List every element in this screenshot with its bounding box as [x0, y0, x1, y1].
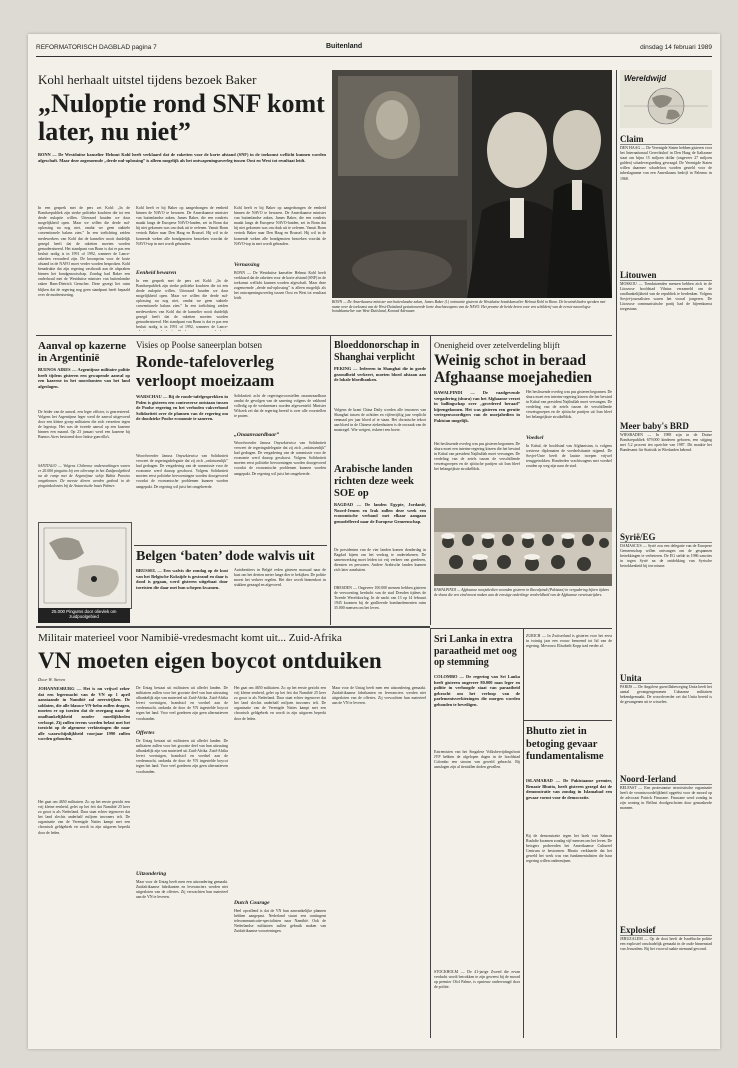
kohl-body-col3b: BONN — De Westduitse kanselier Helmut Kohl heeft verklaard dat de raketten voor de korte afstand (SNF) in de toekomst wellicht kunnen worden afgeschaft. Maar deze zogenoemde „derde nul-oplossing” is alleen mogelijk als het ontwapeningsoverleg tussen Oost en West tot resultaat leidt. [234, 271, 326, 301]
wereldwijd-item-text: BELFAST — Een protestantse terroristische organisatie heeft de verantwoordelijkheid opgeëist voor de moord op de advocaat Patrick Finucane. Finucane werd zondag in zijn woning in Belfast doodgeschoten door gemaskerde mannen. [620, 786, 712, 811]
srilanka-lead: COLOMBO — De regering van Sri Lanka heeft gisteren ongeveer 80.000 man leger en politie in verhoogde staat van paraatheid gebracht om het verloop van de parlementsverkiezingen die morgen worden gehouden te beveiligen. [434, 674, 520, 707]
wereldwijd-item-heading: Explosief [620, 925, 712, 936]
wereldwijd-item-text: JERUZALEM — Op de dooi heeft de Israëlische politie een explosief onschadelijk gemaakt in de oude binnenstad van Jeruzalem. Bij het voorval raakte niemand gewond. [620, 937, 712, 952]
bhutto-rule [524, 720, 612, 721]
namibie-body-col4: Maar voor de Untag heeft men een uitzondering gemaakt. Zuidafrikaanse fabrikanten en leveranciers werden niet uitgesloten van de offertes. Zij verwachten hun materieel aan de VN te leveren. [332, 686, 426, 706]
shanghai-body: Volgens de krant China Daily worden alle inwoners van Shanghai tussen de achttien en vijfenvijftig jaar verplicht eenmaal per jaar bloed af te staan. Het chronische tekort aan bloed in de Chinese ziekenhuizen is de oorzaak van de maatregel. Wie weigert, riskeert een boete. [334, 408, 426, 433]
afghan-body-col2b: In Kabul, de hoofdstad van Afghanistan, is volgens westerse diplomaten de voedselsituatie nijpend. De Sovjet-Unie heeft de laatste troepen vrijwel teruggetrokken. Honderden vrachtwagens met voedsel zouden op weg zijn naar de stad. [526, 444, 612, 469]
afghan-body-col1: Het beslissende overleg was pas gisteren begonnen. De shura moet een interim-regering kiezen die het bewind in Kabul van president Najibullah moet vervangen. De verdeling van de zetels tussen de verschillende verzetsgroepen en de sjiitische partijen uit Iran bleef het belangrijkste struikelblok. [434, 442, 520, 472]
kohl-body-col2b: In een gesprek met de pers zei Kohl: „In de Bondsrepubliek zijn sterke politieke krachten die tot een derde nuloptie willen. Uiteraard houden we daar mogelijkheid open. Maar we willen die derde nul-oplossing nu nog niet, omdat we geen stabiele conventionele balans zien.” In een toelichting zeiden medewerkers van Kohl dat de kanselier nooit duidelijk gezegd heeft dat de raketten moeten worden gemoderniseerd. Het standpunt van Bonn is dat er pas een besluit nodig is in 1991 of 1992, wanneer de Lance- [136, 279, 228, 329]
argentinie-headline: Aanval op kazerne in Argentinië [38, 340, 126, 364]
shura-photo-caption: RAWALPINDI — Afghaanse moejahedien woonden gisteren in Rawalpindi (Pakistan) in vergadering bijeen tijdens de shura die een eind moest maken aan de ernstige onderlinge verdeeldheid van de Afghaanse verzetsstrijders. [434, 588, 609, 597]
ronde-body-col2: Solidariteit acht de regeringsvoorstellen onaanvaardbaar omdat de gevolgen van de sanering volgens de vakbond volledig op de werknemers worden afgewenteld. Minister Wilczek zei dat de regering bereid is over alle voorstellen te praten. [234, 394, 326, 419]
wereldwijd-item-heading: Meer baby's BRD [620, 421, 712, 432]
namibie-subhead-dutch: Dutch Courage [234, 900, 270, 906]
section-title: Buitenland [326, 43, 363, 50]
namibie-body-col2b: De Untag bestaat uit militairen uit allerlei landen. De militairen zullen voor het grootste deel van hun uitrusting afhankelijk zijn van materieel uit Zuid-Afrika. Zuid-Afrika levert voertuigen, brandstof en voedsel aan de vredesmacht, ondanks de door de VN ingestelde boycot tegen het land. Voor veel goederen zijn geen alternatieven voorhanden. [136, 739, 228, 774]
belgen-body: Autobezitters in België reden gisteren massaal naar de kust om het dertien meter lange dier te bekijken. De politie moest het verkeer regelen. Het dier wordt binnenkort in stukken gezaagd en afgevoerd. [234, 568, 326, 588]
col-divider-4 [523, 628, 524, 1038]
ronde-headline: Ronde-tafeloverleg verloopt moeizaam [136, 352, 275, 390]
wereldwijd-item [620, 673, 712, 771]
wereldwijd-title: Wereldwijd [624, 74, 667, 83]
afghan-lead: RAWALPINDI — De raadgevende vergadering (shura) van het Afghaanse verzet in ballingschap over „gecedeerd beraad” bijeengekomen. Het was gisteren een geruite vertegenwoordigers van de moejahedien in Pakistan mogelijk. [434, 390, 520, 423]
ronde-kicker: Visies op Poolse saneerplan botsen [136, 340, 262, 350]
kohl-baker-photo [332, 70, 612, 298]
shanghai-lead: PEKING — Iedereen in Shanghai die in goede gezondheid verkeert, moeten bloed afstaan aan de lokale bloedbanken. [334, 366, 426, 383]
bhutto-lead: ISLAMABAD — De Pakistaanse premier, Benazir Bhutto, heeft gisteren gezegd dat de demonstratie van zondag in Islamabad een gevaar vormt voor de democratie. [526, 778, 612, 800]
namibie-subhead-uitzondering: Uitzondering [136, 871, 167, 877]
page-header [36, 44, 712, 57]
kohl-body-col1: In een gesprek met de pers zei Kohl: „In de Bondsrepubliek zijn sterke politieke krachten die tot een derde nuloptie willen. Uiteraard houden we daar mogelijkheid open. Maar we willen die derde nul-oplossing nu nog niet, omdat we geen stabiele conventionele balans zien.” In een toelichting zeiden medewerkers van Kohl dat de kanselier nooit duidelijk gezegd heeft dat de raketten moeten worden gemoderniseerd. Het standpunt van Bonn is dat er pas een besluit nodig is in 1991 of 1992, wanneer de Lance-raketten verouderd zijn. De kroonprins voor de korte afstand in de NAVO moet verder worden besproken. Kohl benadrukte dat zijn regering vasthoudt aan de afspraken binnen het bondgenootschap. Zondag had Baker een onderhoud met de Westduitse minister van buitenlandse zaken Hans-Dietrich Genscher. Deze gezegt liet ruim blijken dat de regering nog geen standpunt heeft bepaald over de modernisering. [38, 206, 130, 297]
kohl-kicker: Kohl herhaalt uitstel tijdens bezoek Baker [38, 72, 257, 87]
afghan-headline: Weinig schot in beraad Afghaanse moejahedien [434, 352, 593, 386]
wereldwijd-item-text: DEN HAAG — De Verenigde Staten hebben gisteren voor het Internationaal Gerechtshof in Den Haag de Italiaanse staat om bijna 15 miljoen dollar (ongeveer 27 miljoen gulden) schadevergoeding gevraagd. De Verenigde Staten willen daarmee schadeloos worden gesteld voor de inbeslagname van een Amerikaans bedrijf in Palermo in 1968. [620, 146, 712, 181]
wereldwijd-item [620, 134, 712, 267]
namibie-body-col2c: Maar voor de Untag heeft men een uitzondering gemaakt. Zuidafrikaanse fabrikanten en leveranciers werden niet uitgesloten van de offertes. Zij verwachten hun materieel aan de VN te leveren. [136, 880, 228, 900]
ronde-body-col2b: Woordvoerder Janusz Onyszkiewicz van Solidariteit verweet de regeringsdelegatie dat zij zich „onfatsoenlijk” had gedragen. De vergadering van de commissie voor de economie werd daarop geschorst. Volgens Solidariteit moeten eerst politieke hervormingen worden doorgevoerd voordat de economische problemen kunnen worden aangepakt. De regering wil juist het omgekeerde. [234, 441, 326, 476]
col-divider-3 [430, 628, 431, 1038]
stockholm-brief: STOCKHOLM — De 41-jarige Zweed die ervan verdacht wordt betrokken te zijn geweest bij de moord op premier Olof Palme, is opnieuw ondervraagd door de politie. [434, 970, 520, 990]
wereldwijd-item-text: WIESBADEN — In 1988 zijn in de Duitse Bondsrepubliek 679.000 kinderen geboren, een stijging met 5,2 procent ten opzichte van 1987. Dit maakte het Bundesamt für Statistik in Wiesbaden bekend. [620, 433, 712, 453]
namibie-subhead-offertes: Offertes [136, 730, 155, 736]
top-section-rule [36, 335, 612, 336]
afghan-subhead: Voedsel [526, 435, 544, 441]
wereldwijd-item-heading: Unita [620, 673, 712, 684]
wereldwijd-divider [616, 70, 617, 1038]
pinguin-brief: SANTIAGO — Volgens Chileense onderzoekingen waren er 20.000 pinguïns bij een olieramp in het Zuidpoolgebied na de ramp met de Argentijnse schip Bahia Paraiso omgekomen. De meeste dieren werden gedood in de pinguïnkolonies bij de Antarctische basis Palmer. [38, 464, 130, 489]
antarctica-map-graphic [39, 523, 131, 608]
col-divider-2 [430, 335, 431, 625]
arabische-lead: BAGDAD — De landen Egypte, Jordanië, Noord-Jemen en Irak zullen deze week een economische verband met elkaar aangaan gemodelleerd naar de Europese Gemeenschap. [334, 502, 426, 524]
kohl-lead: BONN — De Westduitse kanselier Helmut Kohl heeft verklaard dat de raketten voor de korte afstand (SNF) in de toekomst wellicht kunnen worden afgeschaft. Maar deze zogenoemde „derde nul-oplossing” is alleen mogelijk als het ontwapeningsoverleg tussen Oost en West tot resultaat leidt. [38, 152, 326, 163]
shanghai-headline: Bloeddonorschap in Shanghai verplicht [334, 340, 420, 363]
namibie-body-col1: Het gaat om 4650 militairen. Zo op het eerste gezicht een vrij kleine eenheid, gelet op het feit dat Namibië 25 keer zo groot is als Nederland. Daar staat echter tegenover dat het land slechts anderhalf miljoen inwoners telt. De organisatie van de Verenigde Naties kampt met een chronisch geldgebrek en wordt in zijn uitgaven beperkt door de leden. [38, 800, 130, 835]
lower-right-rule [430, 628, 612, 629]
srilanka-headline: Sri Lanka in extra paraatheid met oog op stemming [434, 634, 517, 668]
arabische-headline: Arabische landen richten deze week SOE op [334, 464, 414, 499]
belgen-rule [134, 545, 327, 546]
col-divider-1 [330, 335, 331, 625]
bhutto-headline: Bhutto ziet in betoging gevaar fundamentalisme [526, 726, 604, 762]
wereldwijd-item-heading: Noord-Ierland [620, 774, 712, 785]
arabische-body: De presidenten van de vier landen komen donderdag in Bagdad bijeen om het verdrag te ondertekenen. De samenwerking moet leiden tot vrij verkeer van goederen, diensten en personen. Andere Arabische landen kunnen zich later aansluiten. [334, 548, 426, 573]
kohl-subhead-vernassing: Vernassing [234, 262, 260, 268]
shura-photo-image [434, 508, 612, 586]
belgen-headline: Belgen ‘baten’ dode walvis uit [136, 549, 315, 564]
namibie-byline: Door W. Steven [38, 677, 66, 682]
kohl-photo-caption: BONN — De Amerikaanse minister van buitenlandse zaken, James Baker (l.) ontmoette gisteren de Westduitse bondskanselier Helmut Kohl in Bonn. De bewindslieden spraken met name over de toekomst van de West-Duitsland gestationeerde korte drachtswapens van de NAVO. Het proeme de beide heren voor een schilderij van de eerste naoorlogse bondskanselier van West-Duitsland, Konrad Adenauer. [332, 300, 606, 314]
antarctica-map-caption: 25.000 Pinguïns door olievlek om zuidpoolgebied [38, 608, 130, 623]
wereldwijd-item-heading: Claim [620, 134, 712, 145]
wereldwijd-item [620, 532, 712, 670]
zurich-brief: ZURICH — In Zwitserland is gisteren voor het eerst in twintig jaar een vrouw benoemd tot lid van de regering. Mevrouw Elisabeth Kopp trad eerder af. [526, 634, 612, 649]
ronde-body-col1: Woordvoerder Janusz Onyszkiewicz van Solidariteit verweet de regeringsdelegatie dat zij zich „onfatsoenlijk” had gedragen. De vergadering van de commissie voor de economie werd daarop geschorst. Volgens Solidariteit moeten eerst politieke hervormingen worden doorgevoerd voordat de economische problemen kunnen worden aangepakt. De regering wil juist het omgekeerde. [136, 454, 228, 489]
namibie-headline: VN moeten eigen boycot ontduiken [38, 648, 382, 673]
afghan-body-col2: Het beslissende overleg was pas gisteren begonnen. De shura moet een interim-regering kiezen die het bewind in Kabul van president Najibullah moet vervangen. De verdeling van de zetels tussen de verschillende verzetsgroepen en de sjiitische partijen uit Iran bleef het belangrijkste struikelblok. [526, 390, 612, 420]
wereldwijd-masthead [620, 70, 712, 128]
antarctica-map [38, 522, 132, 609]
kohl-body-col2: Kohl heeft er bij Baker op aangedrongen de eenheid binnen de NAVO te bewaren. De Amerikaanse minister van buitenlandse zaken, James Baker, die een rondreis maakt langs de Europese NAVO-landen, zei in Bonn dat hij niet gekomen was om druk uit te oefenen. Vanuit Bonn vertrok Baker naar Den Haag en Brussel. Hij wil in de komende weken alle bondgenoten bezoeken voordat de NAVO-top in mei wordt gehouden. [136, 206, 228, 246]
kohl-subhead-eenheid: Eenheid bewaren [136, 270, 177, 276]
namibie-body-col2: De Untag bestaat uit militairen uit allerlei landen. De militairen zullen voor het grootste deel van hun uitrusting afhankelijk zijn van materieel uit Zuid-Afrika. Zuid-Afrika levert voertuigen, brandstof en voedsel aan de vredesmacht, ondanks de door de VN ingestelde boycot tegen het land. Voor veel goederen zijn geen alternatieven voorhanden. [136, 686, 228, 721]
wereldwijd-item [620, 421, 712, 529]
kohl-headline: „Nuloptie rond SNF komt later, nu niet” [38, 89, 325, 146]
belgen-lead: BRUSSEL — Een walvis die zondag op de kust van het Belgische Koksijde is gestrand en daar is dood is gegaan, werd gisteren uitgebaat door toeristen die daar met hun schepen kwamen. [136, 568, 228, 590]
namibie-body-col3b: Heel opvallend is dat de VN hun aanvankelijke plannen hebben aangepast. Nederland stuurt een contingent telecommunicatie-specialisten naar Namibië. Ook de Nederlandse militairen zullen gebruik maken van Zuidafrikaanse voorzieningen. [234, 909, 326, 934]
newspaper-name-page: REFORMATORISCH DAGBLAD pagina 7 [36, 44, 157, 51]
globe-icon [620, 86, 712, 126]
wereldwijd-item [620, 270, 712, 418]
argentinie-lead: BUENOS AIRES — Argentijnse militaire politie heeft tijdens gisteren een gewapende aanval op een kazerne in het noordoosten van het land afgeslagen. [38, 367, 130, 389]
wereldwijd-list [620, 134, 712, 1038]
kohl-body-col3: Kohl heeft er bij Baker op aangedrongen de eenheid binnen de NAVO te bewaren. De Amerikaanse minister van buitenlandse zaken, James Baker, die een rondreis maakt langs de Europese NAVO-landen, zei in Bonn dat hij niet gekomen was om druk uit te oefenen. Vanuit Bonn vertrok Baker naar Den Haag en Brussel. Hij wil in de komende weken alle bondgenoten bezoeken voordat de NAVO-top in mei wordt gehouden. [234, 206, 326, 246]
namibie-lead: JOHANNESBURG — Het is nu vrijwel zeker dat een legermacht van de VN op 1 april aanstaande in Namibië zal neerstrijken. De soldaten, die alle blauwe VN-helm zullen dragen, moeten er op toezien dat de overgang naar de onafhankelijkheid zonder moeilijkheden verloopt. Zij zullen tevens worden belast met het toezicht op de algemene verkiezingen die naar alle waarschijnlijkheid voorjaar 1990 zullen worden gehouden. [38, 686, 130, 742]
wereldwijd-item-text: MOSKOU — Tienduizenden mensen hebben zich in de Litouwse hoofdstad Vilnius verzameld om de onafhankelijkheid van de republiek te herdenken. Volgens Sovjet-journalisten waren het vooral jongeren. De Litouwse communistische partij had de bijeenkomst toegestaan. [620, 282, 712, 312]
ronde-subhead: „Onaanvaardbaar” [234, 432, 280, 438]
namibie-kicker: Militair materieel voor Namibië-vredesmacht komt uit... Zuid-Afrika [38, 632, 342, 644]
wereldwijd-item [620, 774, 712, 922]
shura-photo [434, 508, 612, 586]
bhutto-body: Bij de demonstratie tegen het boek van Salman Rushdie kwamen zondag vijf mensen om het leven. De betogers probeerden het Amerikaanse Cultureel Centrum te bestormen. Bhutto verklaarde dat het geweld het werk was van fundamentalisten die haar regering willen ondermijnen. [526, 834, 612, 864]
wereldwijd-item [620, 925, 712, 1033]
afghan-kicker: Onenigheid over zetelverdeling blijft [434, 340, 560, 350]
issue-date: dinsdag 14 februari 1989 [640, 44, 712, 51]
namibie-body-col3: Het gaat om 4650 militairen. Zo op het eerste gezicht een vrij kleine eenheid, gelet op het feit dat Namibië 25 keer zo groot is als Nederland. Daar staat echter tegenover dat het land slechts anderhalf miljoen inwoners telt. De organisatie van de Verenigde Naties kampt met een chronisch geldgebrek en wordt in zijn uitgaven beperkt door de leden. [234, 686, 326, 721]
lower-left-rule [36, 626, 430, 628]
wereldwijd-item-text: DAMASCUS — Syrië zou een delegatie van de Europese Gemeenschap willen ontvangen om de gespannen betrekkingen te verbeteren. De EG stelde in 1986 sancties in tegen Syrië na de ontdekking van Syrische betrokkenheid bij terrorisme. [620, 544, 712, 569]
newspaper-page [28, 34, 720, 1049]
ronde-lead: WARSCHAU — Bij de ronde-tafelgesprekken in Polen is gisteren een controverse ontstaan tussen de Poolse regering en het verboden vakverbond Solidariteit over de plannen van de regering om de doodzieke Poolse economie te saneren. [136, 394, 228, 422]
srilanka-body: Extremisten van het Singalese Volksbevrijdingsfront JVP hebben de afgelopen dagen in de hoofdstad Colombo een stroom van geweld gebracht. Bij aanslagen zijn al tientallen doden gevallen. [434, 750, 520, 770]
wereldwijd-item-text: PARIJS — De Angolese guerrillabeweging Unita heeft het aantal gevangengenomen Cubaanse militairen bekendgemaakt. De woordvoerder zei dat Unita bereid is de gevangenen uit te wisselen. [620, 685, 712, 705]
wereldwijd-item-heading: Litouwen [620, 270, 712, 281]
dresden-brief: DRESDEN — Ongeveer 100.000 mensen hebben gisteren de verwoesting herdacht van de stad Dresden tijdens de Tweede Wereldoorlog. In de nacht van 13 op 14 februari 1945 kwamen bij de geallieerde bombardementen ruim 35.000 mensen om het leven. [334, 586, 426, 611]
argentinie-body: De leider van de aanval, een leger officier, is gearresteerd. Volgens het Argentijnse leger werd de aanval uitgevoerd door een kleine groep militairen die zich verzetten tegen de legertop. Het was de tweede aanval op een kazerne binnen een maand. Op 23 januari werd een kazerne bij Buenos Aires bestormd door linkse guerrilla's. [38, 410, 130, 440]
kohl-baker-photo-image [332, 70, 612, 298]
wereldwijd-item-heading: Syrië/EG [620, 532, 712, 543]
